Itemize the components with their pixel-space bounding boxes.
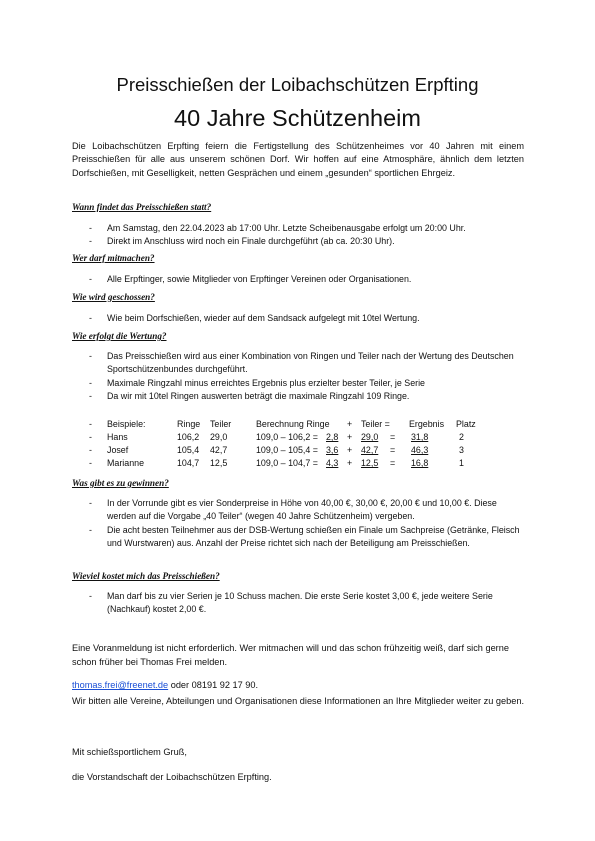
heading-wer: Wer darf mitmachen? (72, 253, 155, 263)
heading-kosten: Wieviel kostet mich das Preisschießen? (72, 571, 220, 581)
table-row (72, 458, 524, 471)
table-header-cell: Beispiele: (107, 419, 146, 429)
table-header-cell: Platz (456, 419, 476, 429)
table-cell-ringe: 106,2 (177, 432, 200, 442)
list-item-text: Man darf bis zu vier Serien je 10 Schuss machen. Die erste Serie kostet 3,00 €, jede weitere Serie (Nachkauf) kostet 2,00 €. (107, 591, 493, 615)
heading-wann: Wann findet das Preisschießen statt? (72, 202, 212, 212)
list-dash: - (89, 445, 92, 455)
table-cell-name: Hans (107, 432, 128, 442)
table-row (72, 445, 524, 458)
greeting: Mit schießsportlichem Gruß, (72, 747, 187, 757)
table-cell-eq: = (390, 445, 396, 455)
table-cell-ergebnis: 46,3 (411, 445, 429, 455)
list-item-text: Direkt im Anschluss wird noch ein Finale durchgeführt (ab ca. 20:30 Uhr). (107, 236, 395, 246)
list-item-text: Die acht besten Teilnehmer aus der DSB-Wertung schießen ein Finale um Sachpreise (Getränke, Fleisch und Wurstwaren) aus. Anzahl der Preise richtet sich nach der Beteiligung am Preisschießen. (107, 525, 520, 549)
table-cell-teiler: 42,7 (210, 445, 228, 455)
phone-text: oder 08191 92 17 90. (168, 680, 259, 690)
contact-line (72, 679, 524, 693)
table-cell-platz: 1 (459, 458, 464, 468)
table-header-row (72, 419, 524, 432)
list-dash: - (89, 419, 92, 429)
list-item-text: In der Vorrunde gibt es vier Sonderpreise in Höhe von 40,00 €, 30,00 €, 20,00 € und 10,00 €. Diese werden auf die Vorgabe „40 Teiler“ (wegen 40 Jahre Schützenheim) vergeben. (107, 498, 497, 522)
list-dash: - (89, 432, 92, 442)
table-row (72, 432, 524, 445)
signature: die Vorstandschaft der Loibachschützen Erpfting. (72, 772, 272, 782)
document-subtitle: 40 Jahre Schützenheim (174, 105, 421, 131)
table-cell-t: 12,5 (361, 458, 379, 468)
table-cell-platz: 2 (459, 432, 464, 442)
table-header-cell: Berechnung Ringe (256, 419, 330, 429)
table-cell-t: 29,0 (361, 432, 379, 442)
table-header-cell: + (347, 419, 353, 429)
list-dash: - (89, 351, 92, 361)
list-item-text: Da wir mit 10tel Ringen auswerten beträgt die maximale Ringzahl 109 Ringe. (107, 391, 410, 401)
list-item-text: Maximale Ringzahl minus erreichtes Ergebnis plus erzielter bester Teiler, je Serie (107, 378, 425, 388)
table-cell-ringe: 104,7 (177, 458, 200, 468)
table-cell-platz: 3 (459, 445, 464, 455)
info-paragraph: Wir bitten alle Vereine, Abteilungen und Organisationen diese Informationen an Ihre Mitglieder weiter zu geben. (72, 696, 524, 706)
heading-gewinn: Was gibt es zu gewinnen? (72, 478, 169, 488)
list-dash: - (89, 223, 92, 233)
table-header-cell: Ergebnis (409, 419, 445, 429)
table-cell-plus: + (347, 432, 353, 442)
table-cell-calc: 109,0 – 104,7 = (256, 458, 318, 468)
list-dash: - (89, 525, 92, 535)
table-cell-r: 3,6 (326, 445, 339, 455)
table-header-cell: Teiler = (361, 419, 390, 429)
intro-paragraph: Die Loibachschützen Erpfting feiern die Fertigstellung des Schützenheimes vor 40 Jahren mit einem Preisschießen für alle aus unserem schönen Dorf. Wir hoffen auf eine Atmosphäre, ähnlich dem letzten Dorfschießen, mit Geselligkeit, netten Gesprächen und einem „gesunden“ sportlichen Ehrgeiz. (72, 141, 524, 178)
table-cell-name: Marianne (107, 458, 144, 468)
table-cell-name: Josef (107, 445, 129, 455)
table-cell-teiler: 12,5 (210, 458, 228, 468)
list-item-text: Alle Erpftinger, sowie Mitglieder von Erpftinger Vereinen oder Organisationen. (107, 274, 412, 284)
table-cell-ringe: 105,4 (177, 445, 200, 455)
table-cell-t: 42,7 (361, 445, 379, 455)
list-dash: - (89, 313, 92, 323)
list-dash: - (89, 378, 92, 388)
list-item-text: Das Preisschießen wird aus einer Kombination von Ringen und Teiler nach der Wertung des Deutschen Sportschützenbundes durchgeführt. (107, 351, 514, 375)
list-dash: - (89, 236, 92, 246)
heading-wie: Wie wird geschossen? (72, 292, 155, 302)
document-title: Preisschießen der Loibachschützen Erpfting (116, 74, 479, 95)
table-cell-ergebnis: 31,8 (411, 432, 429, 442)
list-dash: - (89, 458, 92, 468)
list-dash: - (89, 391, 92, 401)
table-cell-plus: + (347, 445, 353, 455)
list-dash: - (89, 591, 92, 601)
table-header-cell: Ringe (177, 419, 201, 429)
table-header-cell: Teiler (210, 419, 232, 429)
table-cell-plus: + (347, 458, 353, 468)
table-cell-r: 4,3 (326, 458, 339, 468)
table-cell-calc: 109,0 – 106,2 = (256, 432, 318, 442)
list-dash: - (89, 274, 92, 284)
table-cell-calc: 109,0 – 105,4 = (256, 445, 318, 455)
email-link[interactable]: thomas.frei@freenet.de (72, 680, 169, 690)
table-cell-ergebnis: 16,8 (411, 458, 429, 468)
table-cell-r: 2,8 (326, 432, 339, 442)
list-item-text: Wie beim Dorfschießen, wieder auf dem Sandsack aufgelegt mit 10tel Wertung. (107, 313, 420, 323)
heading-wertung: Wie erfolgt die Wertung? (72, 331, 167, 341)
table-cell-eq: = (390, 458, 396, 468)
list-dash: - (89, 498, 92, 508)
list-item-text: Am Samstag, den 22.04.2023 ab 17:00 Uhr. Letzte Scheibenausgabe erfolgt um 20:00 Uhr. (107, 223, 466, 233)
registration-paragraph: Eine Voranmeldung ist nicht erforderlich. Wer mitmachen will und das schon frühzeitig weiß, darf sich gerne schon früher bei Thomas Frei melden. (72, 643, 509, 667)
table-cell-eq: = (390, 432, 396, 442)
table-cell-teiler: 29,0 (210, 432, 228, 442)
